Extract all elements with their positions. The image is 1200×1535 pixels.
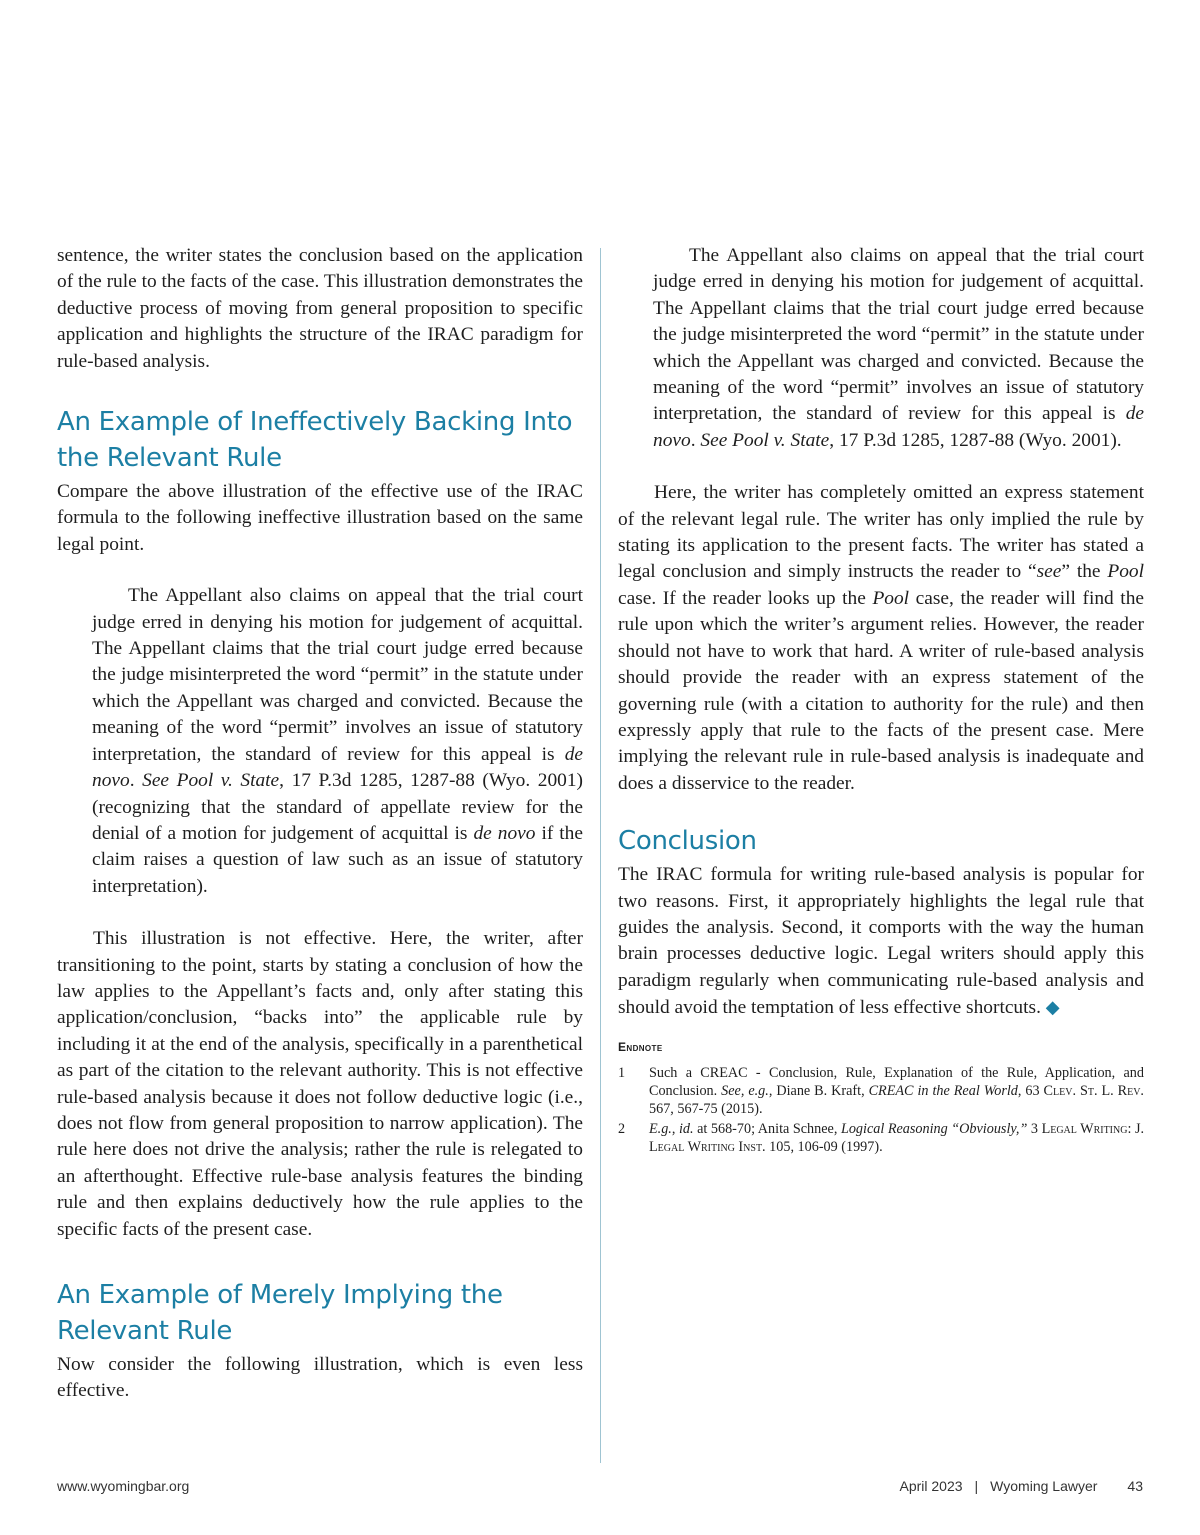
left-column [57, 243, 583, 1405]
issue-date: April 2023 [899, 1478, 963, 1494]
column-divider [600, 248, 601, 1463]
website-link[interactable]: www.wyomingbar.org [57, 1478, 190, 1494]
paragraph: sentence, the writer states the conclusion based on the application of the rule to the facts of the case. This illustration demonstrates the deductive process of moving from general proposition to specific application and highlights the structure of the IRAC paradigm for rule-based analysis. [57, 245, 583, 372]
block-quote-ineffective-example: The Appellant also claims on appeal that the trial court judge erred in denying his motion for judgement of acquittal. The Appellant claims that the trial court judge erred because the judge misinterpreted the word “permit” in the statute under which the Appellant was charged and convicted. Because the meaning of the word “permit” involves an issue of statutory interpretation, the standard of review for this appeal is de novo. See Pool v. State, 17 P.3d 1285, 1287-88 (Wyo. 2001) (recognizing that the standard of appellate review for the denial of a motion for judgement of acquittal is de novo if the claim raises a question of law such as an issue of statutory interpretation). [92, 585, 583, 897]
footer-publication-info [899, 1478, 1143, 1494]
end-mark-diamond-icon: ◆ [1045, 997, 1060, 1018]
publication-name: Wyoming Lawyer [990, 1478, 1098, 1494]
section-heading-backing-into-rule: An Example of Ineffectively Backing Into the Relevant Rule [57, 407, 573, 474]
endnote-item [618, 1120, 1144, 1156]
paragraph: Now consider the following illustration, which is even less effective. [57, 1354, 583, 1402]
endnote-number: 2 [618, 1120, 626, 1137]
footer-website [57, 1478, 189, 1494]
endnote-text: Such a CREAC - Conclusion, Rule, Explanation of the Rule, Application, and Conclusion. See, e.g., Diane B. Kraft, CREAC in the Real World, 63 Clev. St. L. Rev. 567, 567-75 (2015). [649, 1064, 1144, 1117]
paragraph: This illustration is not effective. Here, the writer, after transitioning to the point, starts by stating a conclusion of how the law applies to the Appellant’s facts and, only after stating this application/conclusion, “backs into” the applicable rule by including it at the end of the analysis, specifically in a parenthetical as part of the citation to the relevant authority. This is not effective rule-based analysis because it does not follow deductive logic (i.e., does not flow from general proposition to narrow application). The rule here does not drive the analysis; rather the rule is relegated to an afterthought. Effective rule-base analysis features the binding rule and then explains deductively how the rule applies to the specific facts of the present case. [57, 928, 583, 1240]
endnote-heading: Endnote [618, 1039, 663, 1054]
page-number: 43 [1127, 1478, 1143, 1494]
paragraph: Here, the writer has completely omitted an express statement of the relevant legal rule. The writer has only implied the rule by stating its application to the present facts. The writer has stated a legal conclusion and simply instructs the reader to “see” the Pool case. If the reader looks up the Pool case, the reader will find the rule upon which the writer’s argument relies. However, the reader should not have to work that hard. A writer of rule-based analysis should provide the reader with an express statement of the governing rule (with a citation to authority for the rule) and then expressly apply that rule to the facts of the present case. Mere implying the relevant rule in rule-based analysis is inadequate and does a disservice to the reader. [618, 482, 1144, 794]
paragraph: Compare the above illustration of the effective use of the IRAC formula to the following ineffective illustration based on the same legal point. [57, 481, 583, 555]
section-heading-implying-rule: An Example of Merely Implying the Relevant Rule [57, 1280, 503, 1346]
endnote-item [618, 1064, 1144, 1118]
endnote-text: E.g., id. at 568-70; Anita Schnee, Logical Reasoning “Obviously,” 3 Legal Writing: J. Legal Writing Inst. 105, 106-09 (1997). [649, 1120, 1145, 1155]
paragraph: The IRAC formula for writing rule-based analysis is popular for two reasons. First, it appropriately highlights the legal rule that guides the analysis. Second, it comports with the way the human brain processes deductive logic. Legal writers should apply this paradigm regularly when communicating rule-based analysis and should avoid the temptation of less effective shortcuts. ◆ [618, 864, 1144, 1019]
footer-separator: | [974, 1478, 979, 1494]
section-heading-conclusion: Conclusion [618, 826, 757, 857]
right-column [618, 243, 1144, 1158]
block-quote-implied-example: The Appellant also claims on appeal that the trial court judge erred in denying his motion for judgement of acquittal. The Appellant claims that the trial court judge erred because the judge misinterpreted the word “permit” in the statute under which the Appellant was charged and convicted. Because the meaning of the word “permit” involves an issue of statutory interpretation, the standard of review for this appeal is de novo. See Pool v. State, 17 P.3d 1285, 1287-88 (Wyo. 2001). [653, 245, 1144, 451]
endnote-number: 1 [618, 1064, 626, 1081]
